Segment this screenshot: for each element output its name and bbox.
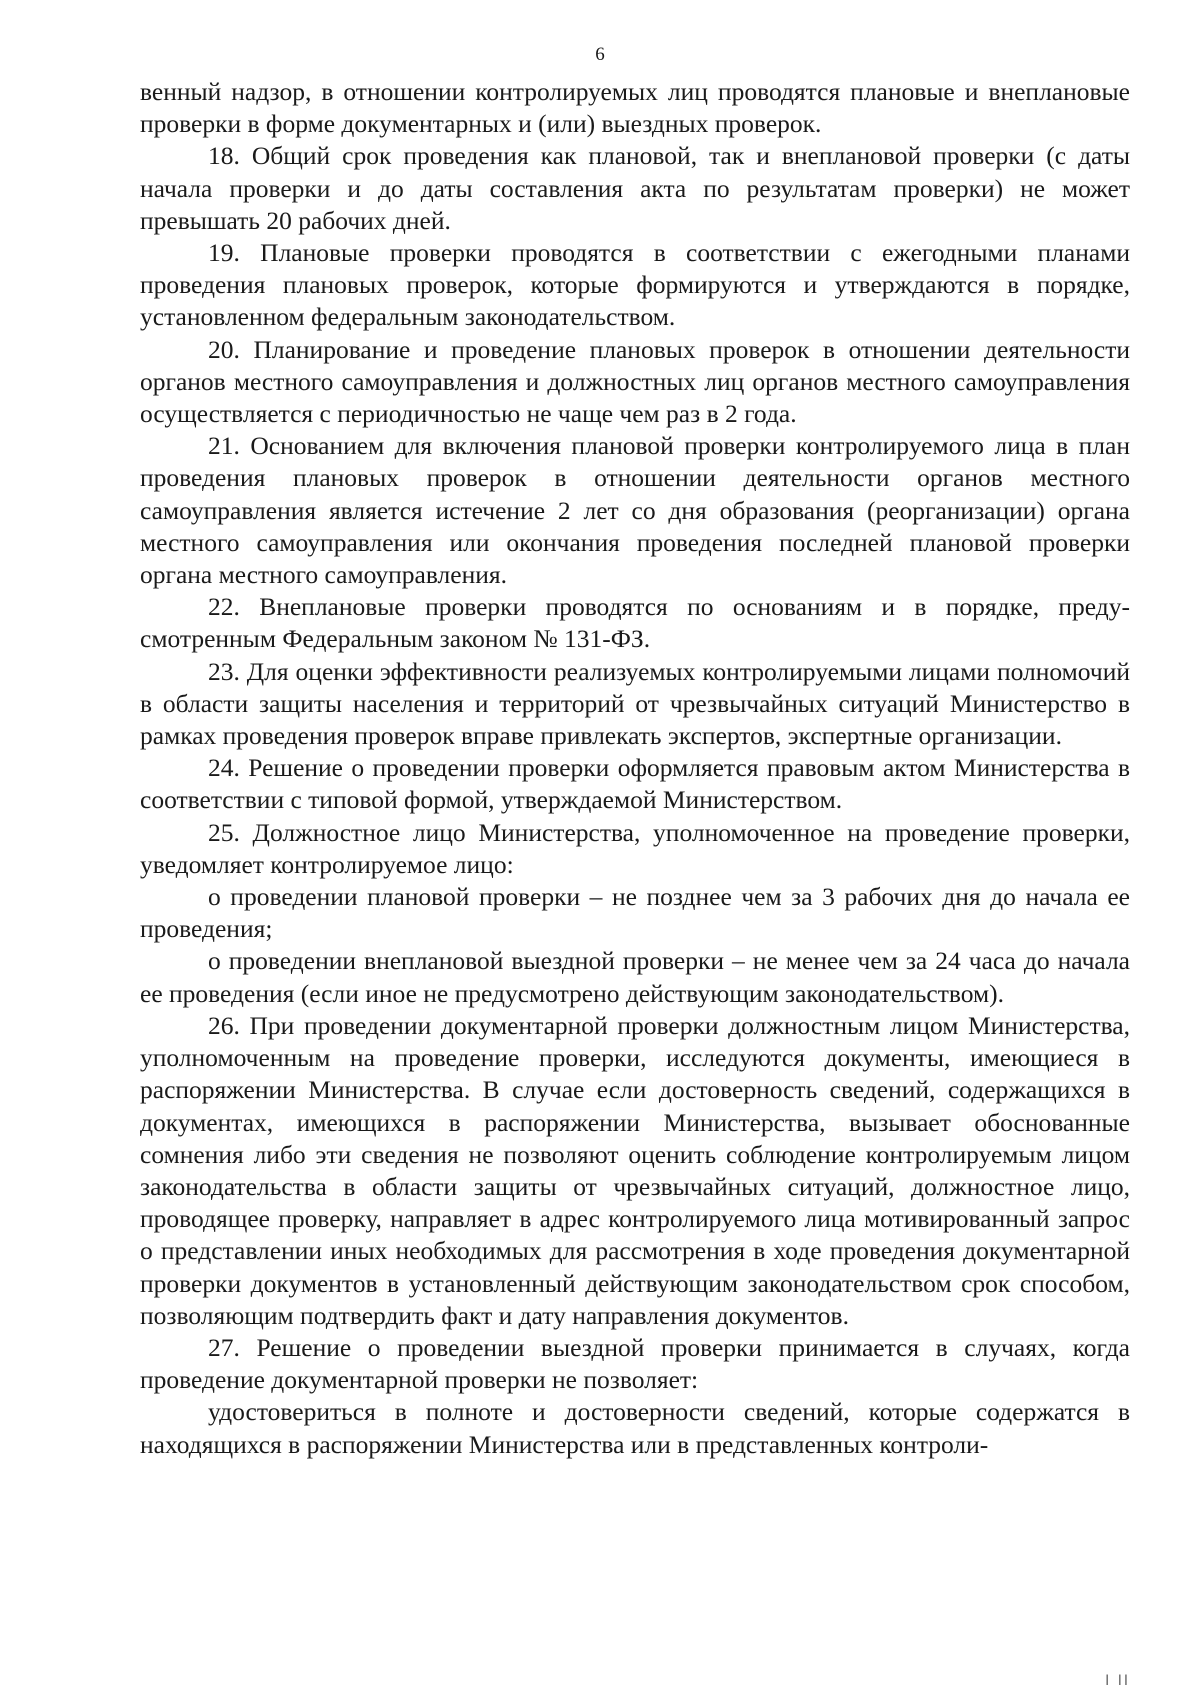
paragraph-27: 27. Решение о проведении выездной проверки принимается в случаях, когда проведение документарной проверки не позволяет:: [140, 1332, 1130, 1395]
paragraph-24: 24. Решение о проведении проверки оформляется правовым актом Министерства в соответствии с типовой формой, утверждаемой Министерством.: [140, 753, 1130, 815]
paragraph-21: 21. Основанием для включения плановой проверки контролируемого лица в план проведения плановых проверок в отношении деятельности органов местного самоуправления является истечение 2 лет со дня образования (реорганизации) органа местного самоуправления или окончания проведения последней плановой проверки органа местного самоуправления.: [140, 431, 1130, 590]
scan-mark: I II: [1105, 1673, 1130, 1689]
paragraph-27-item-1: удостовериться в полноте и достоверности сведений, которые содержатся в находящихся в распоряжении Министерства или в представленных контроли-: [140, 1397, 1130, 1459]
paragraph-23: 23. Для оценки эффективности реализуемых контролируемыми лицами полномочий в области защиты населения и территорий от чрезвычайных ситуаций Министерство в рамках проведения проверок вправе привлекать экспертов, экспертные организации.: [140, 656, 1130, 751]
paragraph-continuation: венный надзор, в отношении контролируемых лиц проводятся плановые и внеплановые проверки в форме документарных и (или) выездных проверок.: [140, 77, 1130, 139]
paragraph-19: 19. Плановые проверки проводятся в соответствии с ежегодными планами проведения плановых проверок, которые формируются и утверждаются в порядке, установленном федеральным законодательством.: [140, 238, 1130, 332]
paragraph-20: 20. Планирование и проведение плановых проверок в отношении деятельности органов местного самоуправления и должностных лиц органов местного самоуправления осуществляется с периодичностью не чаще чем раз в 2 года.: [140, 334, 1130, 429]
paragraph-18: 18. Общий срок проведения как плановой, так и внеплановой проверки (с даты начала проверки и до даты составления акта по результатам проверки) не может превышать 20 рабочих дней.: [140, 141, 1130, 235]
page-number: 6: [595, 44, 605, 65]
paragraph-25-item-1: о проведении плановой проверки – не позднее чем за 3 рабочих дня до начала ее проведения;: [140, 882, 1130, 944]
paragraph-25-item-2: о проведении внеплановой выездной проверки – не менее чем за 24 часа до начала ее проведения (если иное не предусмотрено действующим законодательством).: [140, 946, 1130, 1008]
paragraph-22: 22. Внеплановые проверки проводятся по основаниям и в порядке, предусмотренным Федеральным законом № 131-ФЗ.: [140, 592, 1130, 654]
paragraph-25: 25. Должностное лицо Министерства, уполномоченное на проведение проверки, уведомляет контролируемое лицо:: [140, 817, 1130, 879]
document-body: [140, 76, 1130, 1461]
paragraph-26: 26. При проведении документарной проверки должностным лицом Министерства, уполномоченным на проведение проверки, исследуются документы, имеющиеся в распоряжении Министерства. В случае если достоверность сведений, содержащихся в документах, имеющихся в распоряжении Министерства, вызывает обоснованные сомнения либо эти сведения не позволяют оценить соблюдение контролируемым лицом законодательства в области защиты от чрезвычайных ситуаций, должностное лицо, проводящее проверку, направляет в адрес контролируемого лица мотивированный запрос о представлении иных необходимых для рассмотрения в ходе проведения документарной проверки документов в установленный действующим законодательством срок способом, позволяющим подтвердить факт и дату направления документов.: [140, 1010, 1130, 1330]
